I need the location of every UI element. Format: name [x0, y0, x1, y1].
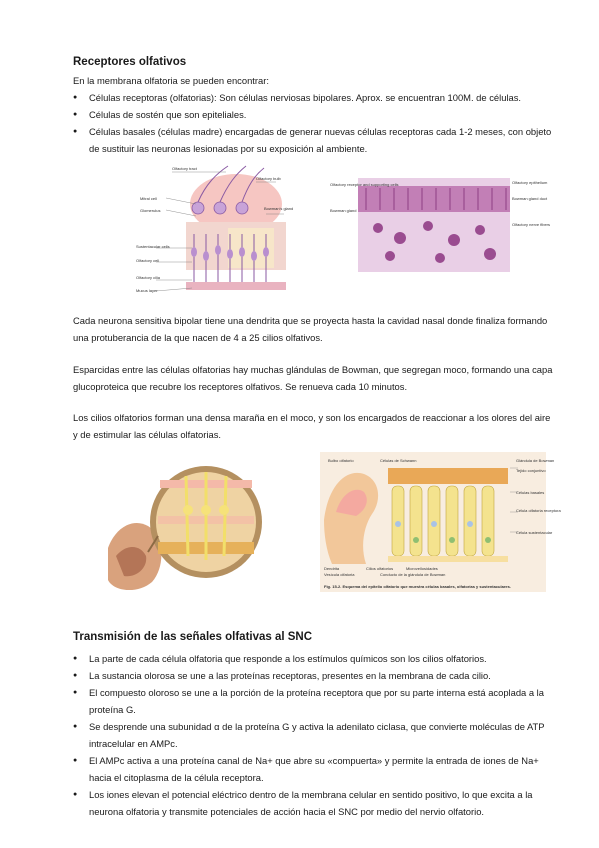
- figure-label: Olfactory cell: [136, 258, 160, 263]
- paragraph: Los cilios olfatorios forman una densa maraña en el moco, y son los encargados de reaccionar a los olores del aire y de estimular las células olfatorias.: [73, 412, 551, 440]
- figure-label: Bowman gland duct: [512, 196, 548, 201]
- figure-label: Olfactory bulb: [256, 176, 281, 181]
- list-item: ● Se desprende una subunidad α de la proteína G y activa la adenilato ciclasa, que convierte moléculas de ATP intracelular en AMPc.: [73, 718, 553, 752]
- figure-label: Mitral cell: [140, 196, 157, 201]
- paragraph: Esparcidas entre las células olfatorias hay muchas glándulas de Bowman, que segregan moco, formando una capa glucoproteica que recubre los receptores olfativos. Se renueva cada 10 minutos.: [73, 364, 553, 392]
- figure-label: Células de Schwann: [380, 458, 417, 463]
- figure-label: Olfactory nerve fibers: [512, 222, 551, 227]
- olfactory-schematic-figure: [136, 164, 296, 298]
- list-item: ● El AMPc activa a una proteína canal de Na+ que abre su «compuerta» y permite la entrada de iones de Na+ hacia el citoplasma de la célula receptora.: [73, 752, 553, 786]
- figure-label: Olfactory cilia: [136, 275, 161, 280]
- figure-label: Conducto de la glándula de Bowman: [380, 572, 446, 577]
- figure-label: Célula sustentacular: [516, 530, 553, 535]
- figure-label: Célula olfatoria receptora: [516, 508, 561, 513]
- list-item: ● Células de sostén que son epiteliales.: [73, 106, 553, 123]
- list-item: ● Células basales (células madre) encargadas de generar nuevas células receptoras cada 1-2 meses, con objeto de sustituir las neuronas lesionadas por su exposición al ambiente.: [73, 123, 553, 157]
- figure-label: Bowman gland: [330, 208, 357, 213]
- figure-label: Olfactory receptor and supporting cells: [330, 182, 399, 187]
- intro-text: En la membrana olfatoria se pueden encontrar:: [73, 75, 269, 86]
- paragraph: Cada neurona sensitiva bipolar tiene una dendrita que se proyecta hasta la cavidad nasal donde finaliza formando una protuberancia de la que nacen de 4 a 25 cilios olfativos.: [73, 315, 548, 343]
- figure-label: Glomerulus: [140, 208, 161, 213]
- figure-label: Vesícula olfatoria: [324, 572, 355, 577]
- figure-label: Olfactory epithelium: [512, 180, 548, 185]
- figure-label: Olfactory tract: [172, 166, 197, 171]
- list-item: ● Células receptoras (olfatorias): Son células nerviosas bipolares. Aprox. se encuentran 100M. de células.: [73, 89, 553, 106]
- figure-label: Glándula de Bowman: [516, 458, 555, 463]
- figure-caption: Fig. 15-2. Esquema del epitelio olfatorio que muestra células basales, olfatorias y sustentaculares.: [324, 584, 511, 589]
- section-heading-receptores: Receptores olfativos: [73, 56, 187, 68]
- figure-label: Bowman's gland: [264, 206, 294, 211]
- transmission-list: [73, 650, 553, 820]
- figure-label: Cilios olfatorios: [366, 566, 394, 571]
- figure-label: Tejido conjuntivo: [516, 468, 546, 473]
- nasal-magnification-figure: [108, 456, 258, 596]
- list-item: ● La parte de cada célula olfatoria que responde a los estímulos químicos son los cilios olfatorios.: [73, 650, 553, 667]
- figure-label: Mucus layer: [136, 288, 158, 293]
- olfactory-epithelium-diagram: [320, 452, 561, 592]
- figure-label: Sustentacular cells: [136, 244, 170, 249]
- figure-label: Dendrita: [324, 566, 340, 571]
- list-item: ● El compuesto oloroso se une a la porción de la proteína receptora que por su parte interna está acoplada a la proteína G.: [73, 684, 553, 718]
- list-item: ● Los iones elevan el potencial eléctrico dentro de la membrana celular en sentido positivo, lo que excita a la neurona olfatoria y transmite potenciales de acción hacia el SNC por medio del nervio olfatorio.: [73, 786, 553, 820]
- figure-label: Bulbo olfatorio: [328, 458, 354, 463]
- section-heading-transmision: Transmisión de las señales olfativas al SNC: [73, 631, 313, 643]
- list-item: ● La sustancia olorosa se une a las proteínas receptoras, presentes en la membrana de cada cilio.: [73, 667, 553, 684]
- receptor-list: [73, 89, 553, 157]
- figure-label: Células basales: [516, 490, 545, 495]
- histology-micrograph-figure: [330, 178, 551, 272]
- figure-label: Microvellosidades: [406, 566, 438, 571]
